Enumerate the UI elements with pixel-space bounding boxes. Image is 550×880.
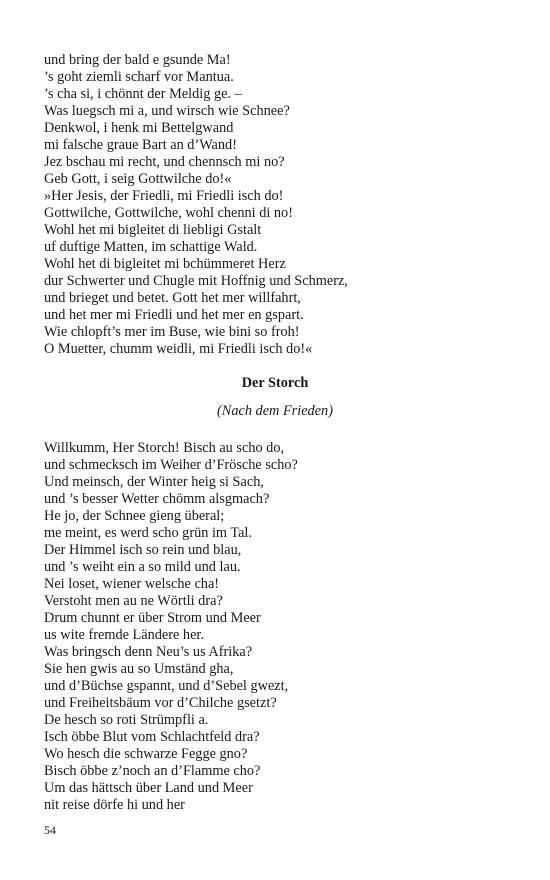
verse-line: und ’s besser Wetter chömm alsgmach? [44,491,270,507]
verse-line: Willkumm, Her Storch! Bisch au scho do, [44,440,285,456]
verse-line: Was bringsch denn Neu’s us Afrika? [44,644,253,660]
verse-line: Der Himmel isch so rein und blau, [44,542,242,558]
verse-line: nit reise dörfe hi und her [44,797,185,813]
verse-line: Um das hättsch über Land und Meer [44,780,253,796]
verse-line: ’s cha si, i chönnt der Meldig ge. – [44,86,242,102]
verse-line: Isch öbbe Blut vom Schlachtfeld dra? [44,729,260,745]
page-number: 54 [44,823,56,837]
verse-line: De hesch so roti Strümpfli a. [44,712,209,728]
verse-line: und ’s weiht ein a so mild und lau. [44,559,241,575]
verse-line: und het mer mi Friedli und het mer en gspart. [44,307,304,323]
verse-line: Jez bschau mi recht, und chennsch mi no? [44,154,285,170]
verse-line: Gottwilche, Gottwilche, wohl chenni di no! [44,205,293,221]
verse-line: ’s goht ziemli scharf vor Mantua. [44,69,234,85]
verse-line: und d’Büchse gspannt, und d’Sebel gwezt, [44,678,289,694]
verse-line: Wie chlopft’s mer im Buse, wie bini so froh! [44,324,300,340]
verse-line: mi falsche graue Bart an d’Wand! [44,137,237,153]
verse-line: und bring der bald e gsunde Ma! [44,52,231,68]
verse-line: Verstoht men au ne Wörtli dra? [44,593,223,609]
verse-line: Bisch öbbe z’noch an d’Flamme cho? [44,763,261,779]
verse-line: me meint, es werd scho grün im Tal. [44,525,252,541]
verse-line: Drum chunnt er über Strom und Meer [44,610,261,626]
verse-line: Und meinsch, der Winter heig si Sach, [44,474,264,490]
verse-line: uf duftige Matten, im schattige Wald. [44,239,258,255]
verse-line: O Muetter, chumm weidli, mi Friedli isch do!« [44,341,313,357]
poem-section-1 [44,52,348,358]
verse-line: »Her Jesis, der Friedli, mi Friedli isch do! [44,188,284,204]
verse-line: und schmecksch im Weiher d’Frösche scho? [44,457,298,473]
verse-line: Sie hen gwis au so Umständ gha, [44,661,234,677]
verse-line: Denkwol, i henk mi Bettelgwand [44,120,234,136]
verse-line: und Freiheitsbäum vor d’Chilche gsetzt? [44,695,277,711]
verse-line: He jo, der Schnee gieng überal; [44,508,225,524]
poem-title: Der Storch [241,375,309,391]
verse-line: Wo hesch die schwarze Fegge gno? [44,746,248,762]
poem-subtitle: (Nach dem Frieden) [217,403,333,419]
verse-line: us wite fremde Ländere her. [44,627,204,643]
verse-line: Wohl het mi bigleitet di liebligi Gstalt [44,222,262,238]
verse-line: dur Schwerter und Chugle mit Hoffnig und Schmerz, [44,273,348,289]
verse-line: Geb Gott, i seig Gottwilche do!« [44,171,232,187]
poem-section-2 [44,440,298,814]
verse-line: Wohl het di bigleitet mi bchümmeret Herz [44,256,286,272]
verse-line: Nei loset, wiener welsche cha! [44,576,220,592]
verse-line: Was luegsch mi a, und wirsch wie Schnee? [44,103,290,119]
verse-line: und brieget und betet. Gott het mer willfahrt, [44,290,301,306]
